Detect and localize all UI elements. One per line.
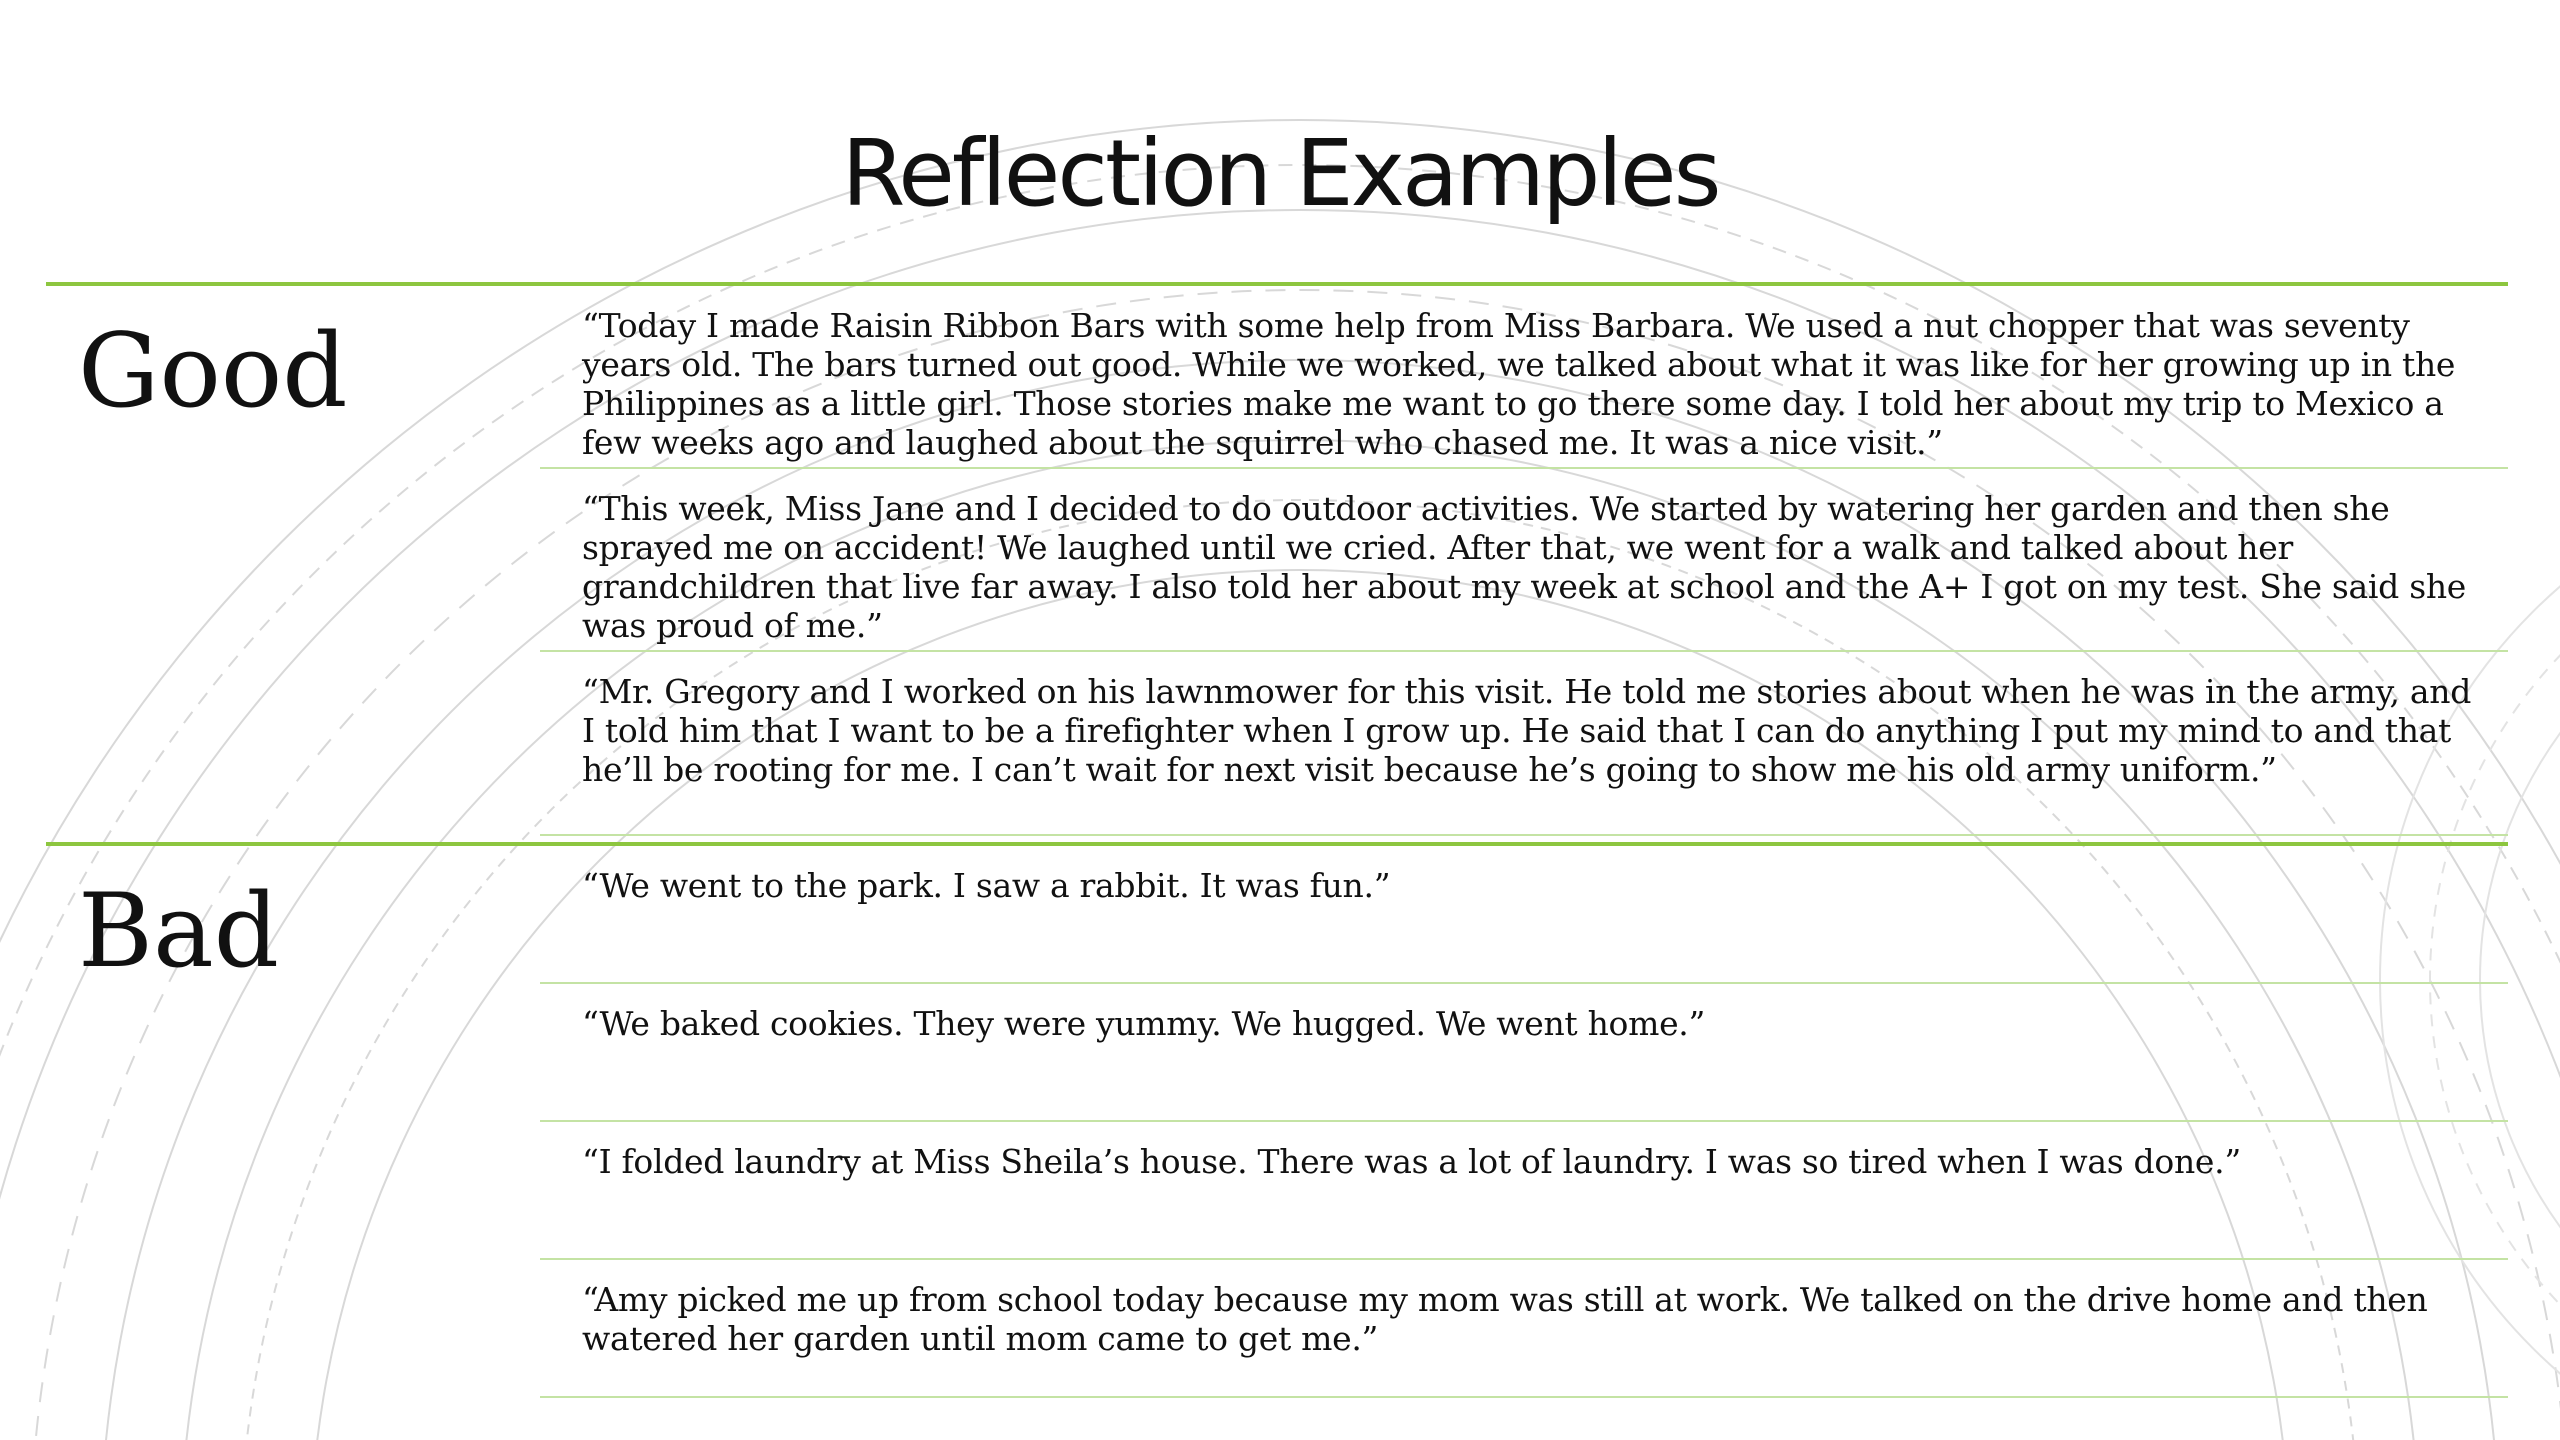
good-example-text: “Today I made Raisin Ribbon Bars with some help from Miss Barbara. We used a nut chopper that was seventy years old. The bars turned out good. While we worked, we talked about what it was like for her growing up in the Philippines as a little girl. Those stories make me want to go there some day. I told her about my trip to Mexico a few weeks ago and laughed about the squirrel who chased me. It was a nice visit.” (582, 306, 2456, 462)
bad-example-entry (540, 846, 2508, 984)
good-example-entry (540, 286, 2508, 469)
good-examples-list (540, 286, 2508, 836)
good-example-text: “Mr. Gregory and I worked on his lawnmower for this visit. He told me stories about when he was in the army, and I told him that I want to be a firefighter when I grow up. He said that I can do anything I put my mind to and that he’ll be rooting for me. I can’t wait for next visit because he’s going to show me his old army uniform.” (582, 672, 2472, 789)
bad-example-text: “I folded laundry at Miss Sheila’s house. There was a lot of laundry. I was so tired when I was done.” (582, 1142, 2241, 1181)
bad-example-entry (540, 984, 2508, 1122)
good-example-entry (540, 652, 2508, 836)
bad-example-text: “We went to the park. I saw a rabbit. It was fun.” (582, 866, 1391, 905)
slide-title: Reflection Examples (841, 120, 1719, 227)
bad-section-label: Bad (78, 872, 280, 991)
bad-example-entry (540, 1122, 2508, 1260)
good-example-text: “This week, Miss Jane and I decided to do outdoor activities. We started by watering her garden and then she sprayed me on accident! We laughed until we cried. After that, we went for a walk and talked about her grandchildren that live far away. I also told her about my week at school and the A+ I got on my test. She said she was proud of me.” (582, 489, 2467, 645)
good-section-label: Good (78, 312, 348, 431)
good-example-entry (540, 469, 2508, 652)
bad-example-text: “Amy picked me up from school today because my mom was still at work. We talked on the drive home and then watered her garden until mom came to get me.” (582, 1280, 2428, 1358)
bad-examples-list (540, 846, 2508, 1398)
bad-example-text: “We baked cookies. They were yummy. We hugged. We went home.” (582, 1004, 1706, 1043)
bad-example-entry (540, 1260, 2508, 1398)
